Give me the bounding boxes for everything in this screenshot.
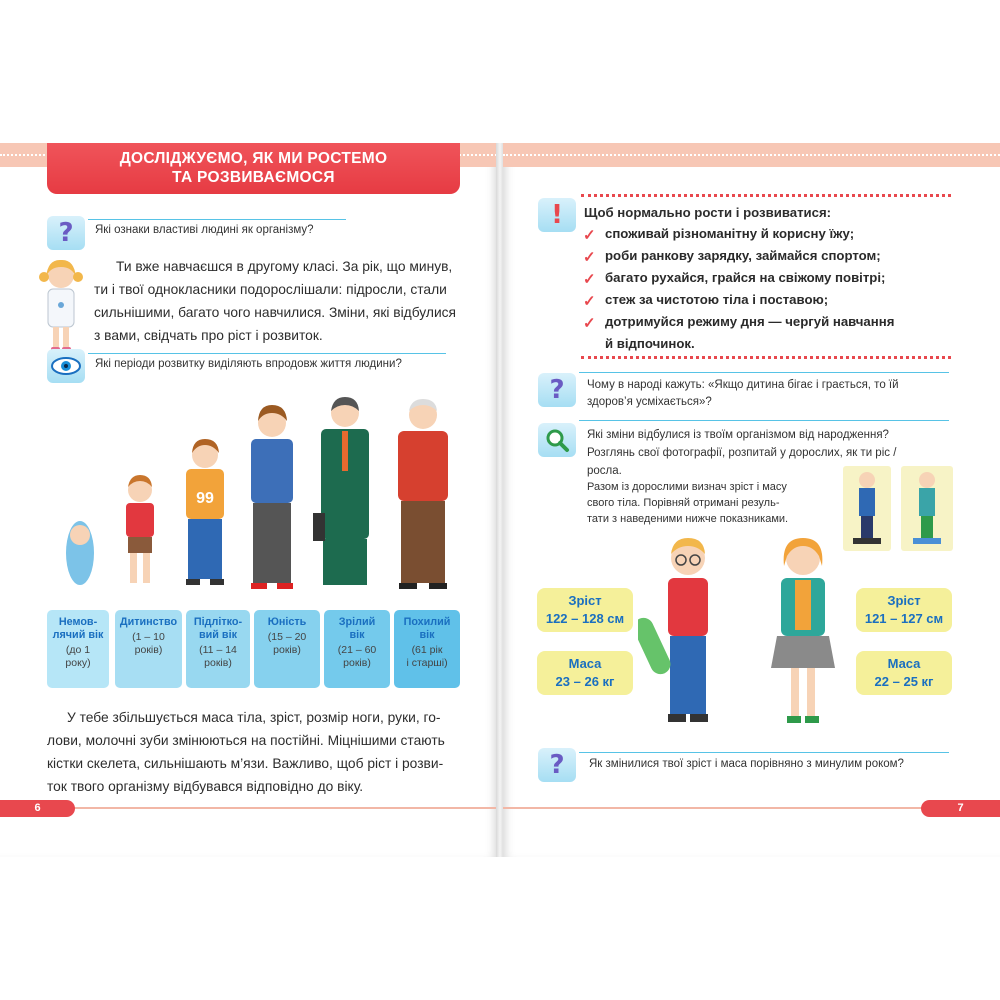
left-page [0, 143, 497, 857]
tips-list: ✓ споживай різноманітну й корисну їжу; ✓ роби ранкову зарядку, займайся спортом; ✓ багато рухайся, грайся на свіжому повітрі; ✓ стеж за чистотою тіла і поставою; ✓ дотримуйся режиму дня — чергуй навчання й відпочинок. [583, 226, 895, 351]
eye-icon [47, 349, 85, 383]
check-icon: ✓ [583, 271, 596, 288]
check-icon: ✓ [583, 293, 596, 310]
top-band [503, 143, 1000, 167]
boy-height-box: Зріст 122 – 128 см [537, 588, 633, 632]
task-2: Разом із дорослими визнач зріст і масу свого тіла. Порівняй отримані резуль- тати з наведеними нижче показниками. [587, 481, 789, 525]
boy-with-skateboard-illustration [638, 536, 733, 736]
question-1: Які ознаки властиві людині як організму? [95, 224, 314, 236]
question-mark-icon: ? [538, 373, 576, 407]
period-adulthood: Зрілий вік (21 – 60 років) [324, 610, 390, 688]
growth-paragraph: У тебе збільшується маса тіла, зріст, розмір ноги, руки, го- лови, молочні зуби змінюються на постійні. Міцнішими стають кістки скелета, сильнішають м’язи. Важливо, щоб ріст і розви- ток твого організму відбувався відповідно до віку. [47, 710, 445, 794]
question-4: Як змінилися твої зріст і маса порівняно з минулим роком? [589, 758, 904, 770]
page-number: 7 [921, 800, 1000, 817]
period-adolescence: Підлітко- вий вік (11 – 14 років) [186, 610, 250, 688]
period-childhood: Дитинство (1 – 10 років) [115, 610, 182, 688]
jersey-number: 99 [196, 490, 214, 507]
title-line-2: ТА РОЗВИВАЄМОСЯ [172, 169, 335, 186]
question-mark-icon: ? [538, 748, 576, 782]
magnifier-icon [538, 423, 576, 457]
scale-photo-boy [843, 466, 891, 551]
page-number: 6 [0, 800, 75, 817]
tips-heading: Щоб нормально рости і розвиватися: [584, 205, 832, 220]
girl-height-box: Зріст 121 – 127 см [856, 588, 952, 632]
check-icon: ✓ [583, 249, 596, 266]
textbook-spread [0, 143, 1000, 857]
life-stages-illustration [55, 383, 465, 598]
period-infancy: Немов- лячий вік (до 1 року) [47, 610, 109, 688]
girl-illustration [763, 536, 843, 736]
title-line-1: ДОСЛІДЖУЄМО, ЯК МИ РОСТЕМО [119, 150, 388, 167]
boy-mass-box: Маса 23 – 26 кг [537, 651, 633, 695]
girl-doctor-illustration [36, 255, 86, 355]
girl-mass-box: Маса 22 – 25 кг [856, 651, 952, 695]
question-mark-icon: ? [47, 216, 85, 250]
period-youth: Юність (15 – 20 років) [254, 610, 320, 688]
task-1: Які зміни відбулися із твоїм організмом від народження? Розглянь свої фотографії, розпитай у дорослих, як ти ріс / росла. [587, 429, 897, 477]
exclamation-icon: ! [538, 198, 576, 232]
check-icon: ✓ [583, 315, 596, 332]
check-icon: ✓ [583, 227, 596, 244]
page-title [47, 143, 460, 194]
question-2: Які періоди розвитку виділяють впродовж життя людини? [95, 358, 402, 370]
right-page [503, 143, 1000, 857]
intro-paragraph: Ти вже навчаєшся в другому класі. За рік, що минув, ти і твої однокласники подорослішали: підросли, стали сильнішими, багато чого навчилися. Зміни, які відбулися з вами, свідчать про ріст і розвиток. [94, 259, 457, 343]
period-old-age: Похилий вік (61 рік і старші) [394, 610, 460, 688]
question-3: Чому в народі кажуть: «Якщо дитина бігає і грається, то їй здоров’я усміхається»? [587, 379, 899, 408]
scale-photo-girl [901, 466, 953, 551]
